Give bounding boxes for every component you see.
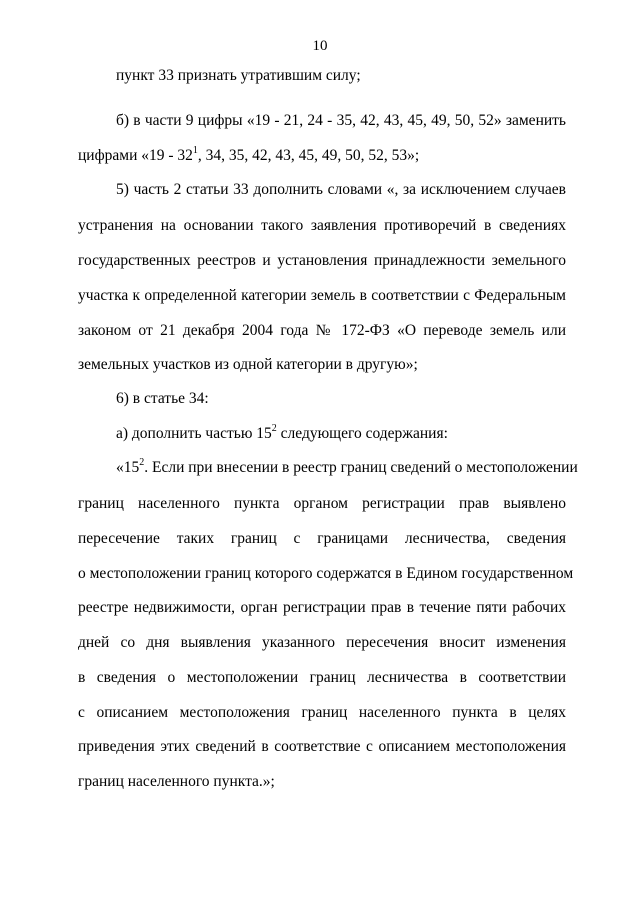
- text-line: в сведения о местоположении границ лесничества в соответствии: [78, 669, 566, 686]
- text-fragment: . Если при внесении в реестр границ сведений о местоположении: [144, 459, 578, 476]
- text-line: законом от 21 декабря 2004 года № 172-ФЗ «О переводе земель или: [78, 322, 566, 339]
- text-line: государственных реестров и установления принадлежности земельного: [78, 252, 566, 269]
- text-line: земельных участков из одной категории в другую»;: [78, 356, 418, 373]
- superscript: 2: [139, 456, 145, 468]
- text-fragment: а) дополнить частью 15: [116, 425, 272, 442]
- text-line: пункт 33 признать утратившим силу;: [116, 67, 361, 84]
- text-line: 6) в статье 34:: [116, 390, 209, 407]
- text-line: 5) часть 2 статьи 33 дополнить словами «, за исключением случаев: [116, 181, 566, 198]
- superscript: 2: [271, 422, 277, 434]
- text-line: о местоположении границ которого содержатся в Едином государственном: [78, 565, 574, 582]
- text-line: [116, 424, 566, 444]
- text-line: участка к определенной категории земель в соответствии с Федеральным: [78, 287, 566, 304]
- text-line: [78, 146, 566, 166]
- text-line: пересечение таких границ с границами лесничества, сведения: [78, 530, 566, 547]
- text-fragment: , 34, 35, 42, 43, 45, 49, 50, 52, 53»;: [197, 147, 420, 164]
- page-number: 10: [312, 38, 328, 54]
- text-line: дней со дня выявления указанного пересечения вносит изменения: [78, 634, 566, 651]
- text-line: с описанием местоположения границ населенного пункта в целях: [78, 704, 566, 721]
- text-line: реестре недвижимости, орган регистрации прав в течение пяти рабочих: [78, 599, 566, 616]
- text-line: б) в части 9 цифры «19 - 21, 24 - 35, 42, 43, 45, 49, 50, 52» заменить: [116, 112, 566, 129]
- text-fragment: следующего содержания:: [276, 425, 448, 442]
- text-line: приведения этих сведений в соответствие с описанием местоположения: [78, 738, 566, 755]
- text-line: [116, 456, 578, 478]
- text-line: границ населенного пункта органом регистрации прав выявлено: [78, 495, 566, 512]
- superscript: 1: [192, 144, 198, 156]
- text-fragment: «15: [116, 459, 140, 476]
- text-line: устранения на основании такого заявления противоречий в сведениях: [78, 217, 566, 234]
- text-fragment: цифрами «19 - 32: [78, 147, 193, 164]
- text-line: границ населенного пункта.»;: [78, 773, 275, 790]
